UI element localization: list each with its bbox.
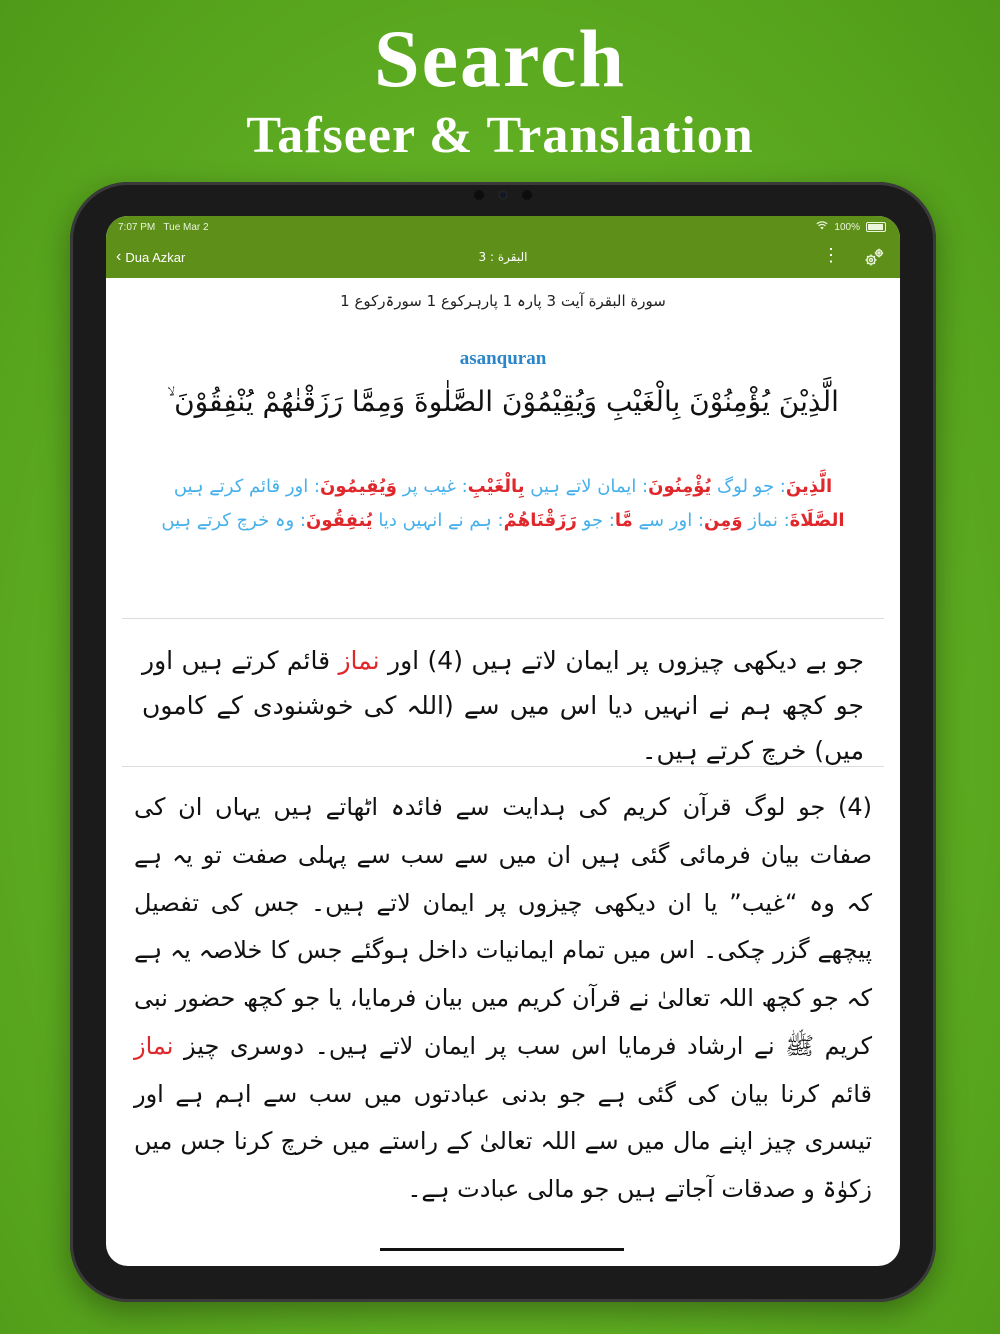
- wifi-icon: [816, 221, 828, 233]
- sensor-icon: [474, 190, 484, 200]
- wbw-urdu-meaning: : نماز: [748, 510, 790, 532]
- camera-icon: [498, 190, 508, 200]
- status-indicators: [816, 221, 886, 233]
- nav-title: البقرة : 3: [478, 250, 528, 264]
- tafseer-paragraph: قائم کرنا بیان کی گئی ہے جو بدنی عبادتوں میں سب سے اہم ہے اور تیسری چیز اپنے مال میں سے اللہ تعالیٰ کے راستے میں خرچ کرنا جس میں زکوٰۃ و صدقات آجاتے ہیں جو مالی عبادت ہے۔: [134, 1079, 872, 1203]
- wbw-arabic-word: رَزَقْنَاهُمْ: [503, 510, 577, 532]
- status-time-value: 7:07 PM: [118, 222, 156, 233]
- arabic-ayah-text: الَّذِيْنَ يُؤْمِنُوْنَ بِالْغَيْبِ وَيُقِيْمُوْنَ الصَّلٰوةَ وَمِمَّا رَزَقْنٰھُمْ يُنْفِقُوْنَ ۙ: [167, 385, 839, 418]
- navigation-bar: [106, 216, 900, 278]
- tablet-frame: [70, 182, 936, 1302]
- wbw-urdu-meaning: : ایمان لاتے ہیں: [530, 476, 649, 497]
- app-screen: [106, 216, 900, 1266]
- ayah-content[interactable]: [106, 278, 900, 1266]
- highlighted-word: نماز: [134, 1031, 174, 1060]
- back-button-label: Dua Azkar: [125, 249, 186, 265]
- chevron-left-icon: ‹: [116, 248, 122, 265]
- status-date-value: Tue Mar 2: [163, 222, 209, 233]
- settings-gear-icon[interactable]: [862, 246, 886, 270]
- battery-percent: 100%: [834, 221, 860, 233]
- wbw-urdu-meaning: : اور قائم کرتے ہیں: [173, 476, 320, 497]
- battery-icon: [866, 222, 886, 232]
- wbw-arabic-word: يُؤْمِنُونَ: [648, 476, 712, 497]
- divider: [122, 618, 884, 619]
- status-time: [118, 222, 209, 233]
- promo-title: Search: [374, 13, 626, 104]
- tafseer-text: [134, 784, 872, 1214]
- sensor-icon: [522, 190, 532, 200]
- wbw-arabic-word: يُنفِقُونَ: [305, 510, 373, 532]
- wbw-arabic-word: وَمِن: [703, 510, 743, 532]
- underline-mark: [380, 1248, 624, 1251]
- wbw-urdu-meaning: : غیب پر: [402, 476, 468, 497]
- wbw-urdu-meaning: : ہم نے انہیں دیا: [378, 510, 504, 532]
- tafseer-source: asanquran: [459, 348, 547, 369]
- highlighted-word: نماز: [338, 646, 380, 675]
- wbw-urdu-meaning: : وہ خرچ کرتے ہیں: [161, 510, 306, 532]
- wbw-arabic-word: الصَّلَاةَ: [789, 510, 845, 532]
- promo-subtitle: Tafseer & Translation: [246, 107, 754, 164]
- wbw-arabic-word: بِالْغَيْبِ: [467, 476, 525, 497]
- wbw-urdu-meaning: : جو: [582, 510, 615, 532]
- more-icon[interactable]: ⋮: [822, 245, 840, 265]
- wbw-urdu-meaning: : اور سے: [638, 510, 704, 532]
- word-by-word-translation: [146, 470, 860, 538]
- wbw-urdu-meaning: : جو لوگ: [717, 476, 786, 497]
- urdu-translation: [142, 638, 864, 773]
- wbw-arabic-word: وَيُقِيمُونَ: [320, 476, 397, 497]
- translation-text: قائم کرتے ہیں اور جو کچھ ہم نے انہیں دیا اس میں سے (اللہ کی خوشنودی کے کاموں میں) خرچ کرتے ہیں۔: [142, 646, 864, 765]
- ayah-reference: سورة البقرة آیت 3 پارہ 1 پارہرکوع 1 سورۃرکوع 1: [340, 292, 666, 310]
- camera-sensors: [474, 190, 532, 200]
- divider: [122, 766, 884, 767]
- wbw-arabic-word: الَّذِينَ: [785, 476, 833, 497]
- tafseer-paragraph: (4) جو لوگ قرآن کریم کی ہدایت سے فائدہ اٹھاتے ہیں یہاں ان کی صفات بیان فرمائی گئی ہیں ان میں سے سب سے پہلی صفت تو یہ ہے کہ وہ “غیب” یا ان دیکھی چیزوں پر ایمان لاتے ہیں۔ جس کی تفصیل پیچھے گزر چکی۔ اس میں تمام ایمانیات داخل ہوگئے جس کا خلاصہ یہ ہے کہ جو کچھ اللہ تعالیٰ نے قرآن کریم میں بیان فرمایا، یا جو کچھ حضور نبی کریم ﷺ نے ارشاد فرمایا اس سب پر ایمان لاتے ہیں۔ دوسری چیز: [134, 793, 872, 1060]
- translation-text: جو بے دیکھی چیزوں پر ایمان لاتے ہیں (4) اور: [379, 646, 864, 675]
- wbw-arabic-word: مَّا: [614, 510, 633, 532]
